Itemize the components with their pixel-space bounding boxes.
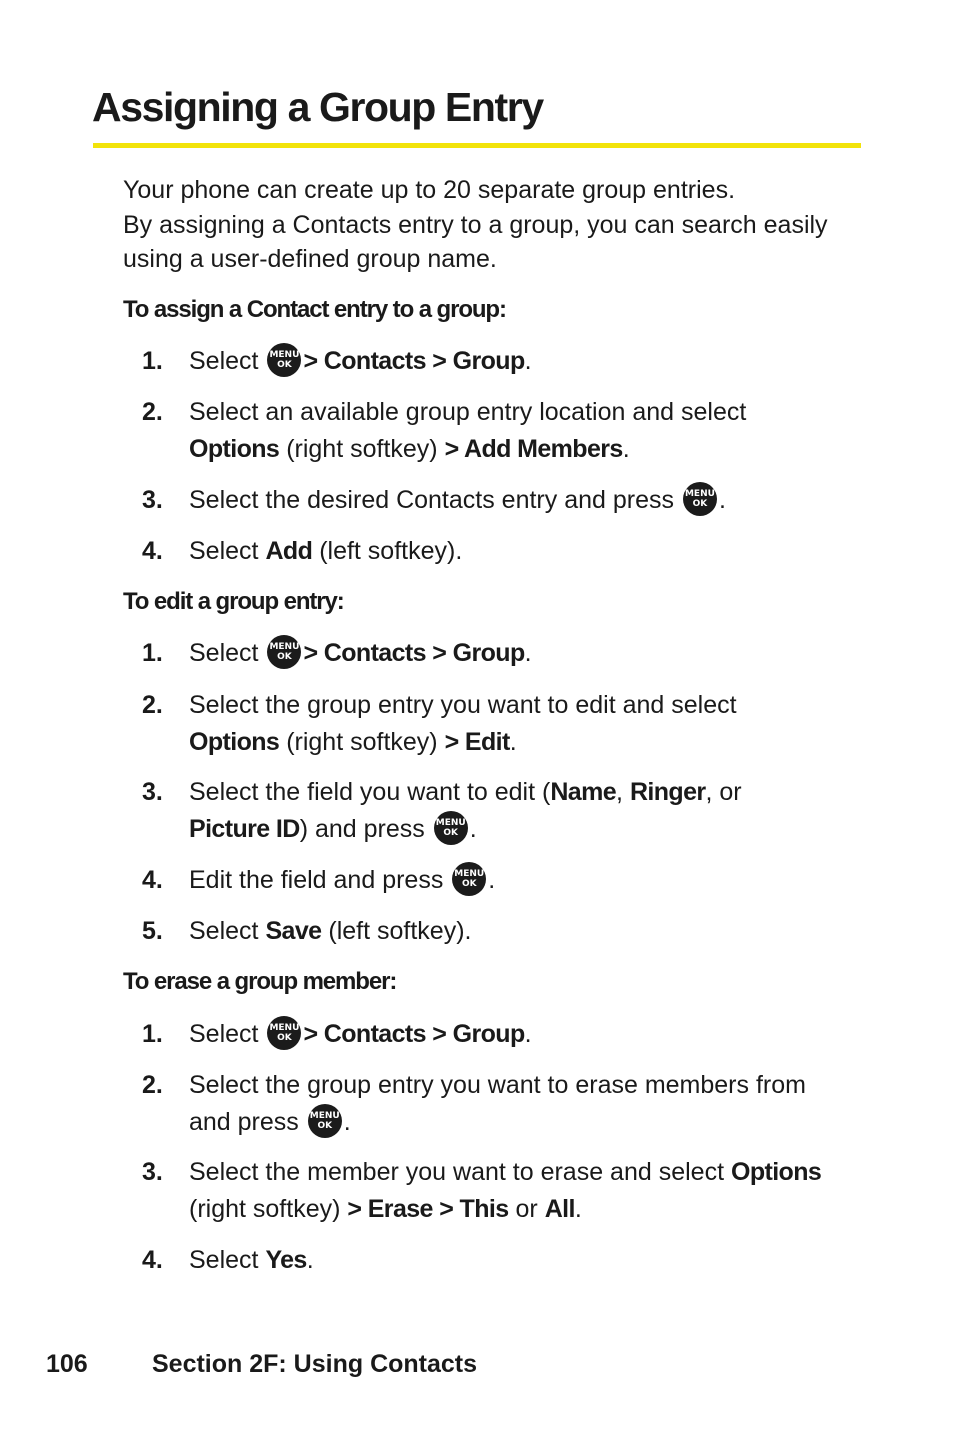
step-text-part: . <box>622 435 630 463</box>
page-title: Assigning a Group Entry <box>92 84 543 130</box>
field-picture-id: Picture ID <box>189 815 300 843</box>
step-text-part: Select the group entry you want to erase members from <box>189 1071 806 1099</box>
step-text-part: (right softkey) <box>189 1195 341 1223</box>
step-text-part: (left softkey). <box>319 537 463 565</box>
options-softkey-label: Options <box>730 1158 822 1186</box>
menu-ok-icon: MENU OK <box>452 862 486 896</box>
softkey-label: Add <box>265 537 313 565</box>
menu-path: > Contacts > Group <box>303 347 525 375</box>
step-text <box>189 1154 869 1228</box>
options-softkey-label: Options <box>189 435 280 463</box>
option-all: All <box>544 1195 575 1223</box>
options-softkey-label: Options <box>189 728 280 756</box>
step-text <box>189 482 869 519</box>
step-number: 4. <box>142 866 163 894</box>
step-text <box>189 1067 869 1141</box>
section-label: Section 2F: Using Contacts <box>152 1350 478 1378</box>
intro-paragraph <box>123 173 868 277</box>
intro-line-3: using a user-defined group name. <box>123 245 497 273</box>
step-text-part: Select the member you want to erase and select <box>189 1158 725 1186</box>
step-text-part: Select the desired Contacts entry and press <box>189 486 674 514</box>
menu-ok-icon: MENU OK <box>308 1104 342 1138</box>
step-text-part: . <box>306 1246 314 1274</box>
step-text-part: . <box>718 486 726 514</box>
step-text-part: . <box>574 1195 582 1223</box>
step-text-part: Select the group entry you want to edit and select <box>189 691 737 719</box>
step-text <box>189 394 869 468</box>
step-text-part: (right softkey) <box>286 728 438 756</box>
step-number: 5. <box>142 917 163 945</box>
step-text-part: . <box>469 815 477 843</box>
step-text <box>189 687 869 761</box>
step-text-part: Select the field you want to edit ( <box>189 778 551 806</box>
option-yes: Yes <box>265 1246 307 1274</box>
step-text <box>189 1242 869 1279</box>
step-text-part: . <box>524 639 532 667</box>
step-text-part: . <box>524 347 532 375</box>
step-number: 2. <box>142 398 163 426</box>
step-number: 2. <box>142 1071 163 1099</box>
step-text-part: . <box>343 1108 351 1136</box>
step-number: 3. <box>142 778 163 806</box>
edit-heading: To edit a group entry: <box>123 588 344 615</box>
step-text <box>189 774 869 848</box>
step-text <box>189 862 869 899</box>
step-number: 1. <box>142 1020 163 1048</box>
step-text <box>189 635 869 672</box>
step-number: 4. <box>142 1246 163 1274</box>
step-text-part: or <box>515 1195 538 1223</box>
step-number: 2. <box>142 691 163 719</box>
step-number: 1. <box>142 347 163 375</box>
step-text-part: Select <box>189 639 259 667</box>
step-text-part: (right softkey) <box>286 435 438 463</box>
step-text <box>189 343 869 380</box>
softkey-label: Save <box>265 917 322 945</box>
menu-ok-icon: MENU OK <box>267 1016 301 1050</box>
menu-path: > Erase > This <box>347 1195 509 1223</box>
step-text-part: (left softkey). <box>328 917 472 945</box>
menu-ok-icon: MENU OK <box>434 811 468 845</box>
step-text-part: and press <box>189 1108 299 1136</box>
step-text-part: Select an available group entry location and select <box>189 398 747 426</box>
menu-path: > Edit <box>444 728 510 756</box>
step-text-part: . <box>488 866 496 894</box>
assign-heading: To assign a Contact entry to a group: <box>123 296 506 323</box>
step-text-part: Select <box>189 537 259 565</box>
step-text-part: Select <box>189 1246 259 1274</box>
field-name: Name <box>550 778 617 806</box>
intro-line-1: Your phone can create up to 20 separate group entries. <box>123 176 736 204</box>
menu-ok-icon: MENU OK <box>267 343 301 377</box>
intro-line-2: By assigning a Contacts entry to a group, you can search easily <box>123 210 828 239</box>
step-text-part: Select <box>189 917 259 945</box>
menu-path: > Contacts > Group <box>303 639 525 667</box>
step-text-part: ) and press <box>299 815 425 843</box>
step-number: 3. <box>142 486 163 514</box>
step-text-part: Select <box>189 1020 259 1048</box>
menu-ok-icon: MENU OK <box>683 482 717 516</box>
step-number: 4. <box>142 537 163 565</box>
step-text <box>189 913 869 950</box>
step-text <box>189 533 869 570</box>
step-text-part: Select <box>189 347 259 375</box>
page-number: 106 <box>46 1350 88 1378</box>
step-text-part: . <box>524 1020 532 1048</box>
step-number: 3. <box>142 1158 163 1186</box>
step-text-part: , or <box>705 778 742 806</box>
field-ringer: Ringer <box>629 778 706 806</box>
step-text-part: , <box>616 778 623 806</box>
menu-ok-icon: MENU OK <box>267 635 301 669</box>
step-text-part: Edit the field and press <box>189 866 444 894</box>
step-text <box>189 1016 869 1053</box>
step-number: 1. <box>142 639 163 667</box>
erase-heading: To erase a group member: <box>123 968 397 995</box>
step-text-part: . <box>509 728 517 756</box>
title-underline <box>93 143 861 148</box>
menu-path: > Contacts > Group <box>303 1020 525 1048</box>
menu-path: > Add Members <box>444 435 623 463</box>
